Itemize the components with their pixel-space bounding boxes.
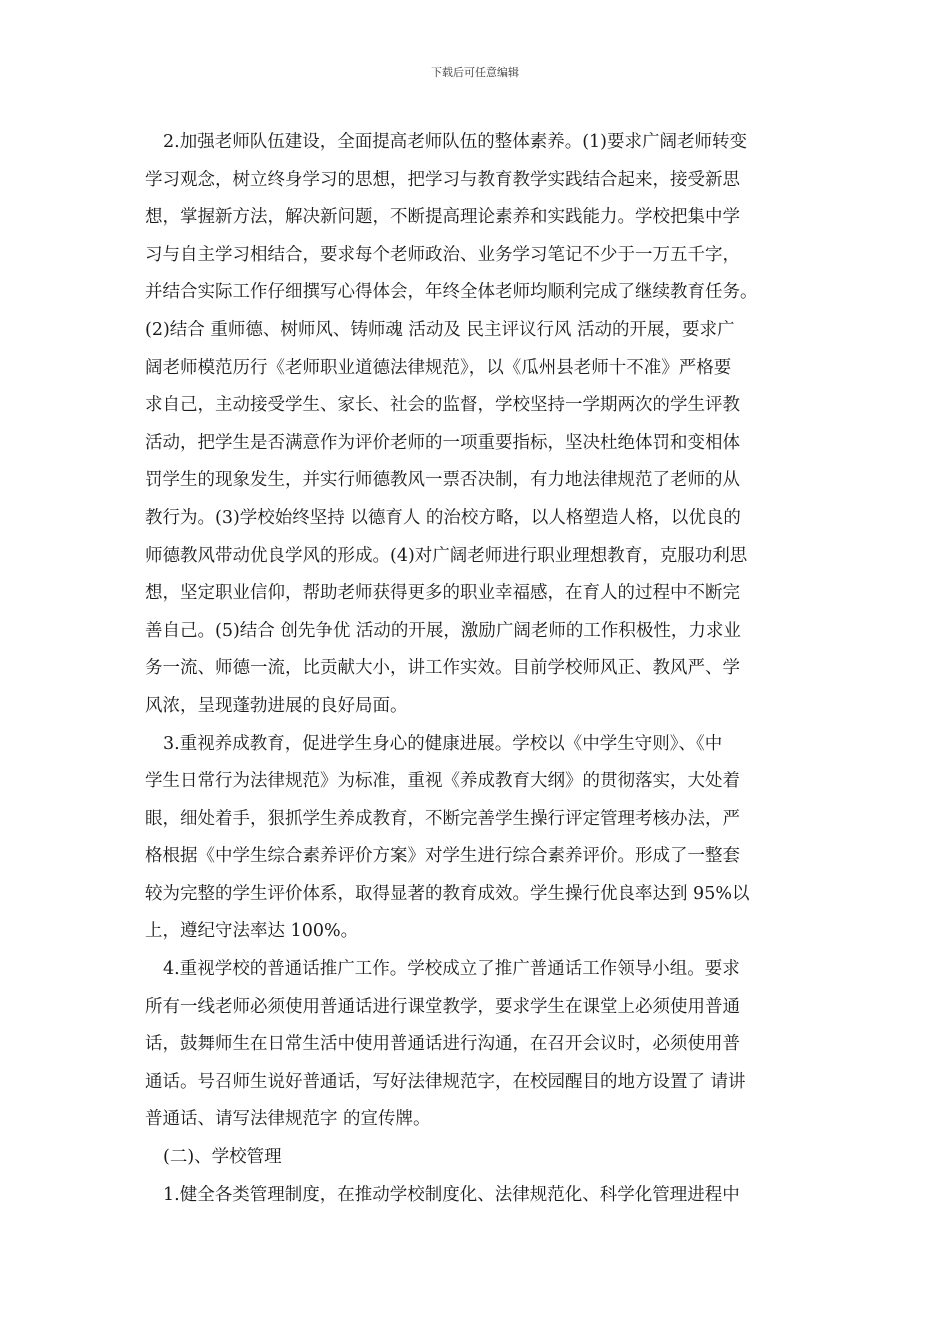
text-line: 并结合实际工作仔细撰写心得体会，年终全体老师均顺利完成了继续教育任务。 bbox=[145, 282, 758, 303]
document-body bbox=[145, 124, 810, 1214]
text-line: 教行为。(3)学校始终坚持 以德育人 的治校方略，以人格塑造人格，以优良的 bbox=[145, 507, 741, 528]
text-line: 眼，细处着手，狠抓学生养成教育，不断完善学生操行评定管理考核办法，严 bbox=[145, 808, 740, 829]
text-line: 学习观念，树立终身学习的思想，把学习与教育教学实践结合起来，接受新思 bbox=[145, 169, 740, 190]
text-line: 想，掌握新方法，解决新问题，不断提高理论素养和实践能力。学校把集中学 bbox=[145, 207, 740, 228]
text-line: 2.加强老师队伍建设，全面提高老师队伍的整体素养。(1)要求广阔老师转变 bbox=[163, 132, 747, 152]
text-line: 4.重视学校的普通话推广工作。学校成立了推广普通话工作领导小组。要求 bbox=[163, 959, 740, 980]
text-line: (2)结合 重师德、树师风、铸师魂 活动及 民主评议行风 活动的开展，要求广 bbox=[145, 319, 735, 340]
page-header: 下载后可任意编辑 bbox=[431, 66, 519, 79]
text-line: 通话。号召师生说好普通话，写好法律规范字，在校园醒目的地方设置了 请讲 bbox=[145, 1071, 746, 1092]
text-line: 1.健全各类管理制度，在推动学校制度化、法律规范化、科学化管理进程中 bbox=[163, 1184, 740, 1205]
text-line: 习与自主学习相结合，要求每个老师政治、业务学习笔记不少于一万五千字， bbox=[145, 244, 740, 265]
text-line: 较为完整的学生评价体系，取得显著的教育成效。学生操行优良率达到 95%以 bbox=[145, 883, 750, 904]
text-line: 想，坚定职业信仰，帮助老师获得更多的职业幸福感，在育人的过程中不断完 bbox=[145, 583, 740, 604]
text-line: 善自己。(5)结合 创先争优 活动的开展，激励广阔老师的工作积极性，力求业 bbox=[145, 620, 741, 641]
text-line: 普通话、请写法律规范字 的宣传牌。 bbox=[145, 1109, 431, 1130]
text-line: (二)、学校管理 bbox=[163, 1147, 282, 1168]
text-line: 所有一线老师必须使用普通话进行课堂教学，要求学生在课堂上必须使用普通 bbox=[145, 996, 740, 1017]
text-line: 阔老师模范历行《老师职业道德法律规范》，以《瓜州县老师十不准》严格要 bbox=[145, 357, 732, 378]
text-line: 3.重视养成教育，促进学生身心的健康进展。学校以《中学生守则》、《中 bbox=[163, 733, 723, 754]
text-line: 师德教风带动优良学风的形成。(4)对广阔老师进行职业理想教育，克服功利思 bbox=[145, 545, 748, 566]
text-line: 格根据《中学生综合素养评价方案》对学生进行综合素养评价。形成了一整套 bbox=[145, 846, 740, 867]
text-line: 学生日常行为法律规范》为标准，重视《养成教育大纲》的贯彻落实，大处着 bbox=[145, 771, 740, 792]
text-line: 罚学生的现象发生，并实行师德教风一票否决制，有力地法律规范了老师的从 bbox=[145, 470, 740, 491]
text-line: 话，鼓舞师生在日常生活中使用普通话进行沟通，在召开会议时，必须使用普 bbox=[145, 1034, 740, 1055]
text-line: 风浓，呈现蓬勃进展的良好局面。 bbox=[145, 695, 408, 716]
text-line: 活动，把学生是否满意作为评价老师的一项重要指标，坚决杜绝体罚和变相体 bbox=[145, 432, 740, 453]
text-line: 上，遵纪守法率达 100%。 bbox=[145, 921, 359, 942]
text-line: 求自己，主动接受学生、家长、社会的监督，学校坚持一学期两次的学生评教 bbox=[145, 395, 740, 416]
text-line: 务一流、师德一流，比贡献大小，讲工作实效。目前学校师风正、教风严、学 bbox=[145, 658, 740, 679]
